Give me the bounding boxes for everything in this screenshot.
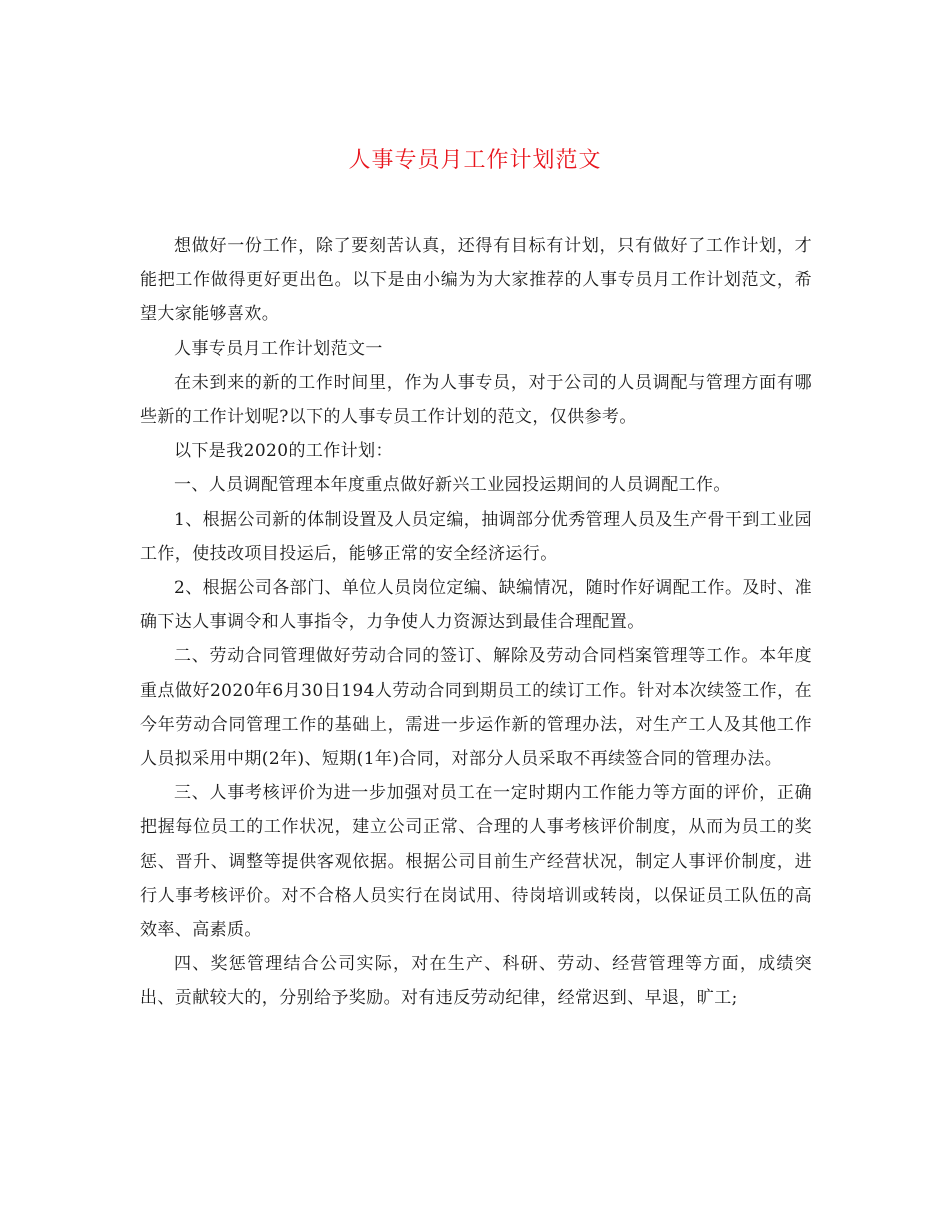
- body-paragraph: 一、人员调配管理本年度重点做好新兴工业园投运期间的人员调配工作。: [174, 475, 731, 496]
- document-title: 人事专员月工作计划范文: [348, 148, 602, 173]
- body-paragraph: 以下是我2020的工作计划：: [174, 441, 393, 462]
- body-paragraph: 四、奖惩管理结合公司实际，对在生产、科研、劳动、经营管理等方面，成绩突出、贡献较大的，分别给予奖励。对有违反劳动纪律，经常迟到、早退，旷工;: [140, 954, 812, 1009]
- body-paragraph: 1、根据公司新的体制设置及人员定编，抽调部分优秀管理人员及生产骨干到工业园工作，使技改项目投运后，能够正常的安全经济运行。: [140, 509, 812, 564]
- document-body: [140, 229, 812, 1016]
- body-paragraph: 三、人事考核评价为进一步加强对员工在一定时期内工作能力等方面的评价，正确把握每位员工的工作状况，建立公司正常、合理的人事考核评价制度，从而为员工的奖惩、晋升、调整等提供客观依据。根据公司目前生产经营状况，制定人事评价制度，进行人事考核评价。对不合格人员实行在岗试用、待岗培训或转岗，以保证员工队伍的高效率、高素质。: [140, 783, 812, 941]
- section-heading: 人事专员月工作计划范文一: [174, 338, 383, 359]
- intro-paragraph: 想做好一份工作，除了要刻苦认真，还得有目标有计划，只有做好了工作计划，才能把工作做得更好更出色。以下是由小编为为大家推荐的人事专员月工作计划范文，希望大家能够喜欢。: [140, 236, 812, 325]
- body-paragraph: 2、根据公司各部门、单位人员岗位定编、缺编情况，随时作好调配工作。及时、准确下达人事调令和人事指令，力争使人力资源达到最佳合理配置。: [140, 578, 812, 633]
- body-paragraph: 二、劳动合同管理做好劳动合同的签订、解除及劳动合同档案管理等工作。本年度重点做好2020年6月30日194人劳动合同到期员工的续订工作。针对本次续签工作，在今年劳动合同管理工作的基础上，需进一步运作新的管理办法，对生产工人及其他工作人员拟采用中期(2年)、短期(1年)合同，对部分人员采取不再续签合同的管理办法。: [140, 646, 812, 770]
- body-paragraph: 在未到来的新的工作时间里，作为人事专员，对于公司的人员调配与管理方面有哪些新的工作计划呢?以下的人事专员工作计划的范文，仅供参考。: [140, 372, 812, 428]
